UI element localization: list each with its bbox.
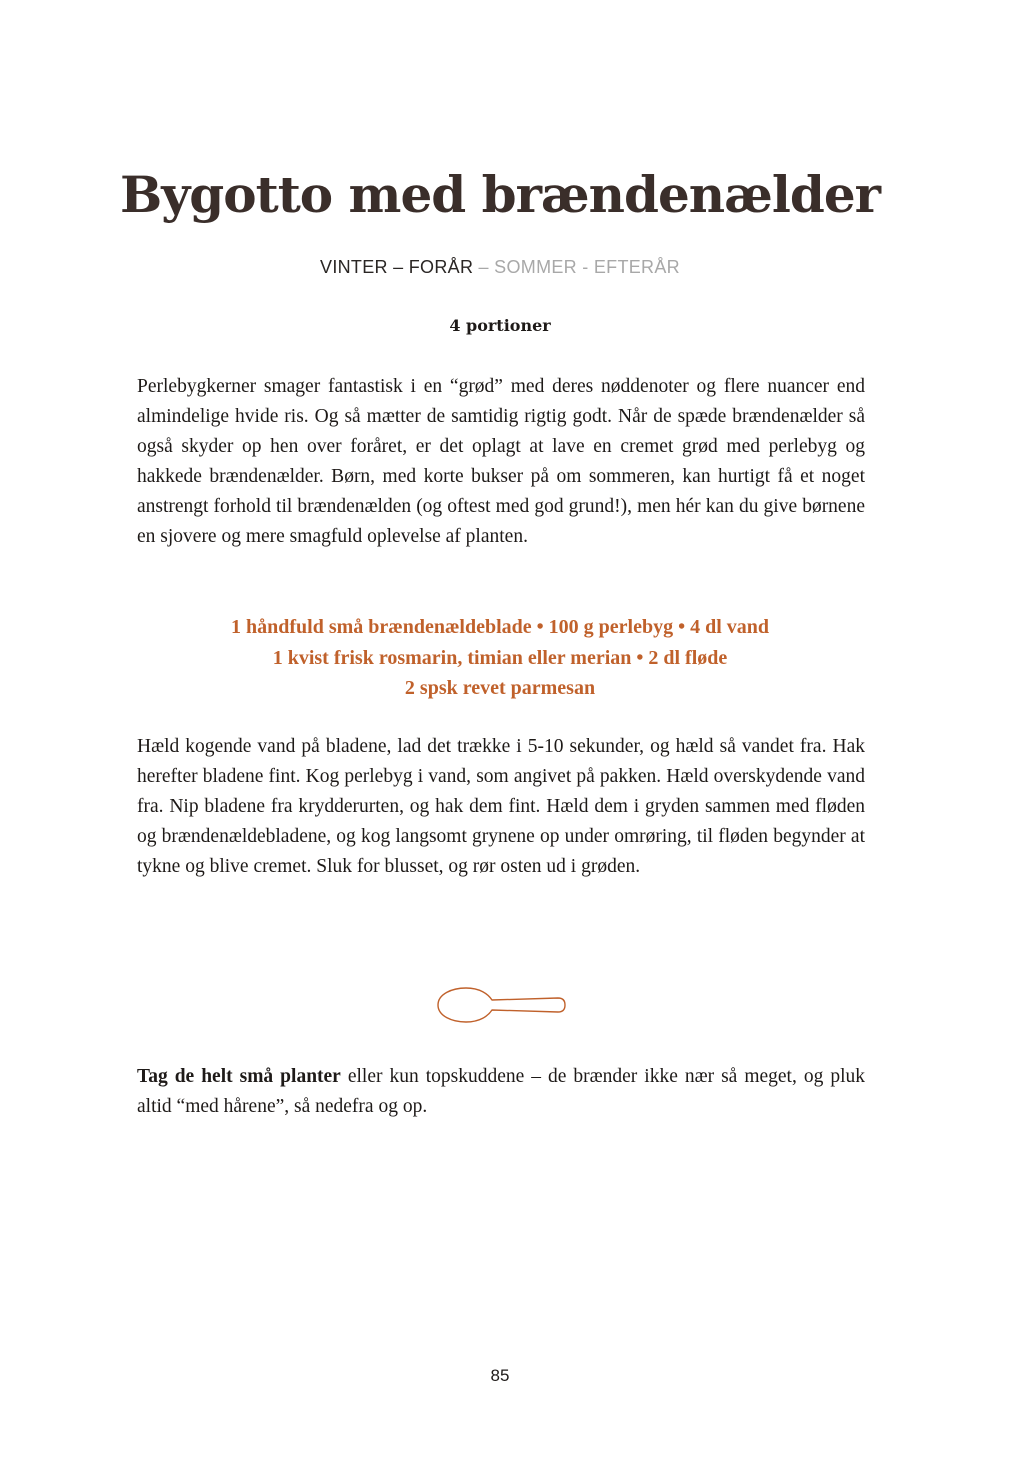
- servings-label: 4 portioner: [449, 316, 551, 335]
- ingredient-line: 1 kvist frisk rosmarin, timian eller merian • 2 dl fløde: [272, 646, 728, 669]
- season-active: VINTER – FORÅR: [320, 257, 474, 277]
- intro-paragraph: Perlebygkerner smager fantastisk i en “grød” med deres nøddenoter og flere nuancer end almindelige hvide ris. Og så mætter de samtidig rigtig godt. Når de spæde brændenælder så også skyder op hen over foråret, er det oplagt at lave en cremet grød med perlebyg og hakkede brændenælder. Børn, med korte bukser på om sommeren, kan hurtigt få et noget anstrengt forhold til brændenælden (og oftest med god grund!), men hér kan du give børnene en sjovere og mere smagfuld oplevelse af planten.: [137, 376, 865, 547]
- method-paragraph: Hæld kogende vand på bladene, lad det trække i 5-10 sekunder, og hæld så vandet fra. Hak herefter bladene fint. Kog perlebyg i vand, som angivet på pakken. Hæld overskydende vand fra. Nip bladene fra krydderurten, og hak dem fint. Hæld dem i gryden sammen med fløden og brændenældebladene, og kog langsomt grynene op under omrøring, til fløden begynder at tykne og blive cremet. Sluk for blusset, og rør osten ud i grøden.: [137, 736, 865, 877]
- page-title: Bygotto med brændenælder: [119, 165, 881, 224]
- tip-lead: Tag de helt små planter: [137, 1066, 341, 1087]
- tip-paragraph: [137, 1062, 865, 1122]
- ingredient-line: 1 håndfuld små brændenældeblade • 100 g perlebyg • 4 dl vand: [230, 616, 769, 638]
- page-number: 85: [490, 1366, 510, 1385]
- ingredients-list: [0, 612, 1000, 704]
- spoon-icon: [434, 984, 568, 1026]
- season-indicator: [0, 257, 1000, 278]
- tip-rest: eller kun topskuddene – de brænder ikke nær så meget, og pluk altid “med hårene”, så nedefra og op.: [137, 1066, 866, 1117]
- season-inactive: – SOMMER - EFTERÅR: [473, 257, 680, 277]
- ingredient-line: 2 spsk revet parmesan: [404, 677, 596, 699]
